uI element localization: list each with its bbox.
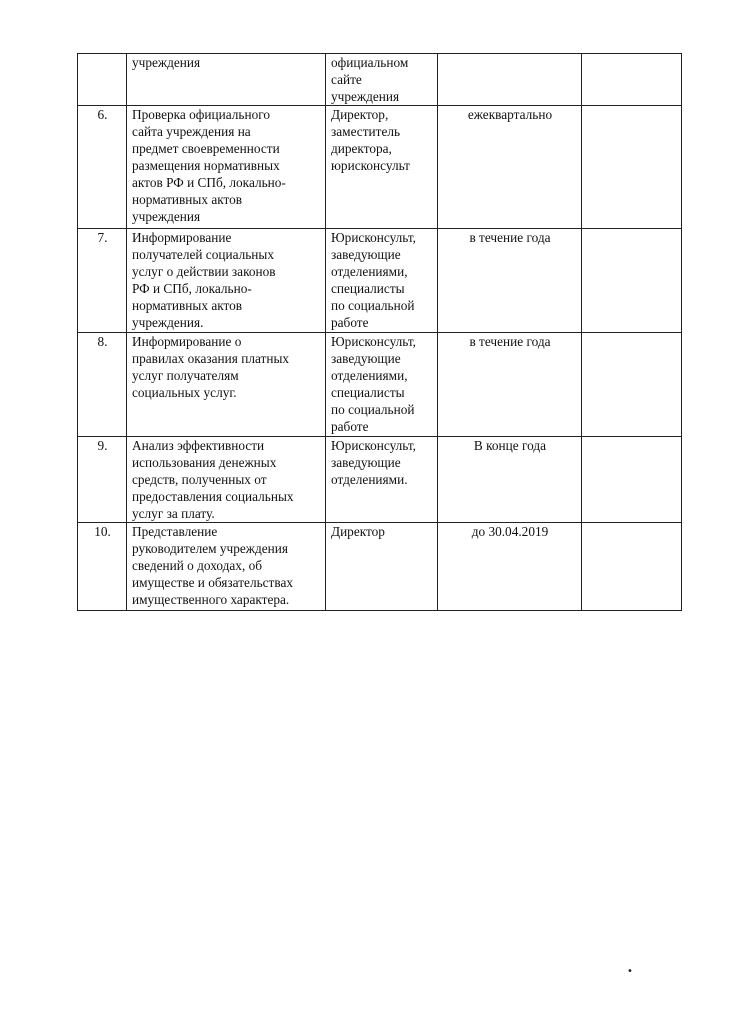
activity-cell: Информирование о правилах оказания платных услуг получателям социальных услуг.	[127, 333, 326, 437]
term-cell: в течение года	[438, 229, 582, 333]
responsible-cell: Директор, заместитель директора, юрисконсульт	[326, 106, 438, 229]
term-cell: до 30.04.2019	[438, 523, 582, 611]
activity-cell: Информирование получателей социальных услуг о действии законов РФ и СПб, локально- нормативных актов учреждения.	[127, 229, 326, 333]
activity-cell: Проверка официального сайта учреждения на предмет своевременности размещения нормативных актов РФ и СПб, локально- нормативных актов учреждения	[127, 106, 326, 229]
note-cell	[582, 229, 682, 333]
term-cell: в течение года	[438, 333, 582, 437]
responsible-cell: официальном сайте учреждения	[326, 54, 438, 106]
table-row-6	[78, 106, 682, 229]
measures-table	[77, 53, 682, 611]
table-row-8	[78, 333, 682, 437]
activity-cell: Анализ эффективности использования денежных средств, полученных от предоставления социальных услуг за плату.	[127, 437, 326, 523]
row-number-cell: 6.	[78, 106, 127, 229]
row-number-cell: 7.	[78, 229, 127, 333]
row-number-cell: 10.	[78, 523, 127, 611]
term-cell	[438, 54, 582, 106]
activity-cell: учреждения	[127, 54, 326, 106]
activity-cell: Представление руководителем учреждения сведений о доходах, об имуществе и обязательствах имущественного характера.	[127, 523, 326, 611]
responsible-cell: Директор	[326, 523, 438, 611]
row-number-cell	[78, 54, 127, 106]
term-cell: В конце года	[438, 437, 582, 523]
responsible-cell: Юрисконсульт, заведующие отделениями.	[326, 437, 438, 523]
note-cell	[582, 437, 682, 523]
note-cell	[582, 54, 682, 106]
term-cell: ежеквартально	[438, 106, 582, 229]
note-cell	[582, 333, 682, 437]
responsible-cell: Юрисконсульт, заведующие отделениями, специалисты по социальной работе	[326, 333, 438, 437]
table-row-7	[78, 229, 682, 333]
note-cell	[582, 106, 682, 229]
page-footer-mark: •	[627, 966, 633, 977]
table-row-9	[78, 437, 682, 523]
table-row-continued	[78, 54, 682, 106]
table-row-10	[78, 523, 682, 611]
row-number-cell: 9.	[78, 437, 127, 523]
note-cell	[582, 523, 682, 611]
row-number-cell: 8.	[78, 333, 127, 437]
responsible-cell: Юрисконсульт, заведующие отделениями, специалисты по социальной работе	[326, 229, 438, 333]
